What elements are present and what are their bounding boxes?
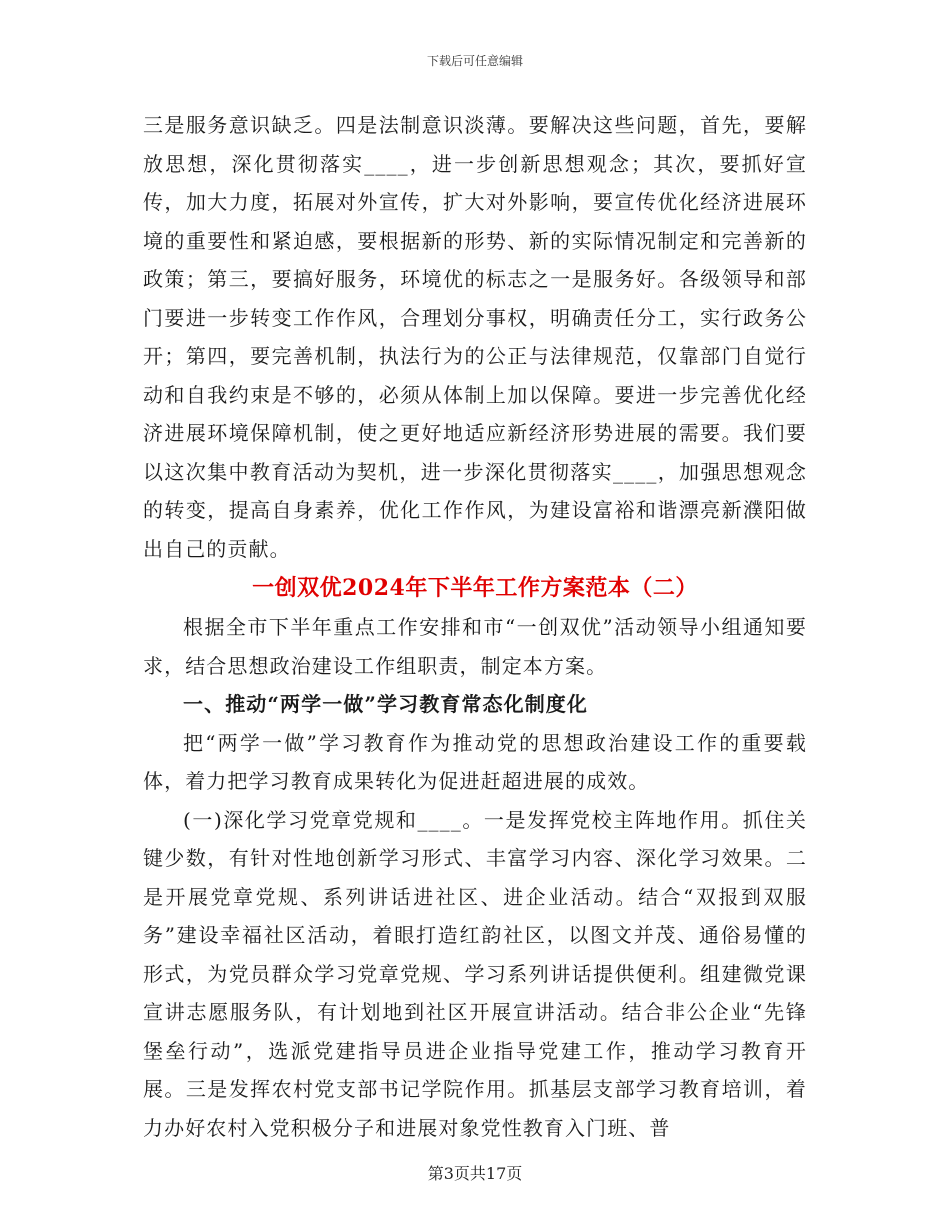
paragraph-study: (一)深化学习党章党规和____。一是发挥党校主阵地作用。抓住关键少数，有针对性地创新学习形式、丰富学习内容、深化学习效果。二是开展党章党规、系列讲话进社区、进企业活动。结合“双报到双服务”建设幸福社区活动，着眼打造红韵社区，以图文并茂、通俗易懂的形式，为党员群众学习党章党规、学习系列讲话提供便利。组建微党课宣讲志愿服务队，有计划地到社区开展宣讲活动。结合非公企业“先锋堡垒行动”，选派党建指导员进企业指导党建工作，推动学习教育开展。三是发挥农村党支部书记学院作用。抓基层支部学习教育培训，着力办好农村入党积极分子和进展对象党性教育入门班、普 (143, 807, 807, 1140)
section-heading-1: 一、推动“两学一做”学习教育常态化制度化 (183, 692, 589, 716)
page-number: 第3页共17页 (427, 1164, 523, 1183)
paragraph-carrier: 把“两学一做”学习教育作为推动党的思想政治建设工作的重要载体，着力把学习教育成果转化为促进赶超进展的成效。 (143, 730, 807, 793)
section-title: 一创双优2024年下半年工作方案范本（二） (252, 575, 698, 601)
document-body (143, 106, 807, 1147)
paragraph-continuation: 三是服务意识缺乏。四是法制意识淡薄。要解决这些问题，首先，要解放思想，深化贯彻落实____，进一步创新思想观念；其次，要抓好宣传，加大力度，拓展对外宣传，扩大对外影响，要宣传优化经济进展环境的重要性和紧迫感，要根据新的形势、新的实际情况制定和完善新的政策；第三，要搞好服务，环境优的标志之一是服务好。各级领导和部门要进一步转变工作作风，合理划分事权，明确责任分工，实行政务公开；第四，要完善机制，执法行为的公正与法律规范，仅靠部门自觉行动和自我约束是不够的，必须从体制上加以保障。要进一步完善优化经济进展环境保障机制，使之更好地适应新经济形势进展的需要。我们要以这次集中教育活动为契机，进一步深化贯彻落实____，加强思想观念的转变，提高自身素养，优化工作作风，为建设富裕和谐漂亮新濮阳做出自己的贡献。 (143, 113, 807, 561)
paragraph-intro: 根据全市下半年重点工作安排和市“一创双优”活动领导小组通知要求，结合思想政治建设工作组职责，制定本方案。 (143, 615, 807, 678)
page-header-note: 下载后可任意编辑 (426, 54, 523, 68)
